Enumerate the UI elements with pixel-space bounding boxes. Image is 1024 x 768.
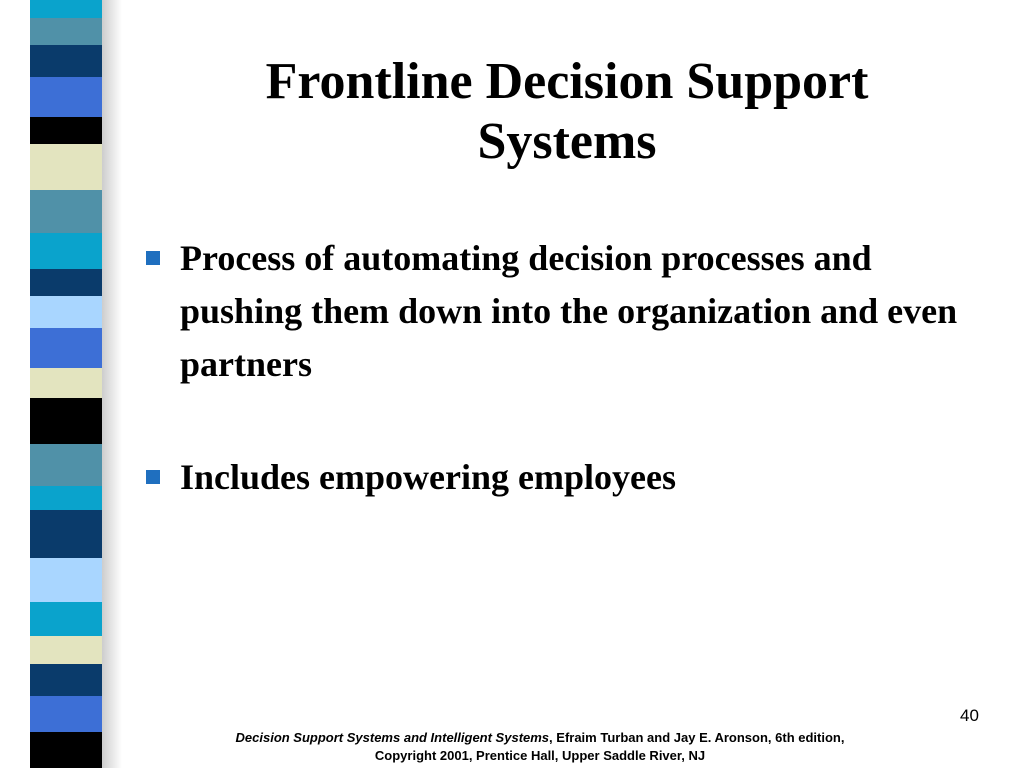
- decorative-stripe-column: [30, 0, 102, 768]
- stripe-band: [30, 398, 102, 444]
- bullet-item: [140, 451, 990, 504]
- title-line-2: Systems: [477, 113, 657, 170]
- stripe-band: [30, 77, 102, 117]
- square-bullet-icon: [146, 470, 160, 484]
- footer-authors: , Efraim Turban and Jay E. Aronson, 6th edition,: [549, 730, 845, 745]
- stripe-band: [30, 117, 102, 144]
- square-bullet-icon: [146, 251, 160, 265]
- stripe-band: [30, 296, 102, 328]
- stripe-band: [30, 664, 102, 696]
- stripe-band: [30, 328, 102, 368]
- footer-copyright: Copyright 2001, Prentice Hall, Upper Saddle River, NJ: [374, 748, 706, 763]
- footer-book-title: Decision Support Systems and Intelligent Systems: [235, 730, 550, 745]
- stripe-band: [30, 368, 102, 398]
- stripe-band: [30, 732, 102, 768]
- stripe-band: [30, 0, 102, 18]
- bullet-text: Includes empowering employees: [180, 457, 676, 497]
- title-line-1: Frontline Decision Support: [265, 53, 869, 110]
- stripe-band: [30, 510, 102, 558]
- stripe-band: [30, 558, 102, 602]
- stripe-band: [30, 18, 102, 45]
- stripe-band: [30, 144, 102, 190]
- stripe-band: [30, 696, 102, 732]
- page-number: 40: [960, 706, 979, 725]
- stripe-band: [30, 269, 102, 296]
- stripe-band: [30, 233, 102, 269]
- stripe-band: [30, 190, 102, 233]
- stripe-band: [30, 45, 102, 77]
- stripe-band: [30, 602, 102, 636]
- stripe-band: [30, 486, 102, 510]
- bullet-item: [140, 232, 990, 391]
- stripe-band: [30, 444, 102, 486]
- slide-title: [150, 52, 984, 172]
- footer-citation: [180, 729, 900, 765]
- bullet-text: Process of automating decision processes and pushing them down into the organization and even partners: [180, 238, 958, 384]
- stripe-band: [30, 636, 102, 664]
- bullet-list: [140, 232, 990, 504]
